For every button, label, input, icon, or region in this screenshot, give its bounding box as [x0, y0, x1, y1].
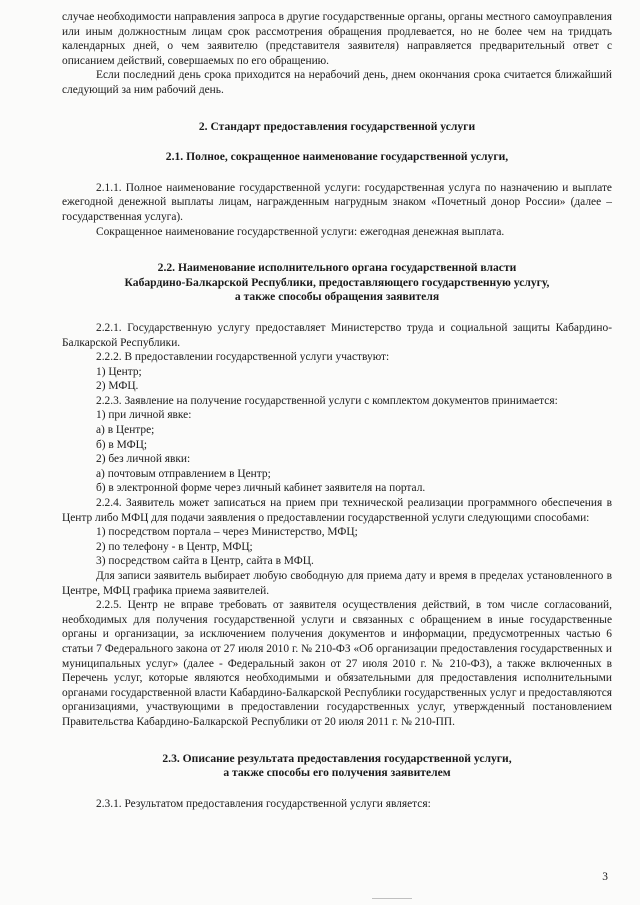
- section-2-3-heading-line2: а также способы его получения заявителем: [223, 766, 451, 780]
- list-item: 1) посредством портала – через Министерство, МФЦ;: [96, 526, 358, 539]
- paragraph-2-1-1: 2.1.1. Полное наименование государственной услуги: государственная услуга по назначению и выплате ежегодной денежной выплаты лицам, награжденным нагрудным знаком «Почетный донор России» (далее – государственная услуга).: [62, 181, 612, 223]
- section-2-2-heading-line1: 2.2. Наименование исполнительного органа государственной власти: [157, 261, 517, 275]
- paragraph-short-name: Сокращенное наименование государственной услуги: ежегодная денежная выплата.: [96, 225, 505, 238]
- list-item: 2) по телефону - в Центр, МФЦ;: [96, 540, 253, 553]
- intro-paragraph-deadline: Если последний день срока приходится на нерабочий день, днем окончания срока считается ближайший следующий за ним рабочий день.: [62, 69, 612, 96]
- list-item: 3) посредством сайта в Центр, сайта в МФЦ.: [96, 555, 314, 568]
- page-content: [62, 10, 612, 811]
- paragraph-2-3-1: 2.3.1. Результатом предоставления государственной услуги является:: [96, 797, 431, 810]
- list-item: б) в МФЦ;: [96, 438, 148, 451]
- section-2-heading: 2. Стандарт предоставления государственной услуги: [198, 119, 476, 133]
- paragraph-2-2-3: 2.2.3. Заявление на получение государственной услуги с комплектом документов принимается:: [96, 394, 558, 407]
- paragraph-appointment-note: Для записи заявитель выбирает любую свободную для приема дату и время в пределах установленного в Центре, МФЦ графика приема заявителей.: [62, 570, 612, 597]
- paragraph-2-2-4: 2.2.4. Заявитель может записаться на прием при технической реализации программного обеспечения в Центр либо МФЦ для подачи заявления о предоставлении государственной услуги следующими способами:: [62, 497, 612, 524]
- paragraph-2-2-1: 2.2.1. Государственную услугу предоставляет Министерство труда и социальной защиты Кабардино-Балкарской Республики.: [62, 321, 612, 349]
- paragraph-2-2-2: 2.2.2. В предоставлении государственной услуги участвуют:: [96, 351, 390, 364]
- section-2-2-heading-line2: Кабардино-Балкарской Республики, предоставляющего государственную услугу,: [124, 275, 550, 289]
- list-item: б) в электронной форме через личный кабинет заявителя на портал.: [96, 482, 426, 495]
- scan-artifact: [372, 898, 412, 899]
- section-2-3-heading-line1: 2.3. Описание результата предоставления государственной услуги,: [162, 751, 512, 765]
- page-number: 3: [602, 871, 608, 883]
- list-item: а) почтовым отправлением в Центр;: [96, 467, 271, 480]
- list-item: 2) МФЦ.: [96, 380, 139, 393]
- section-2-2-heading-line3: а также способы обращения заявителя: [234, 290, 440, 304]
- list-item: а) в Центре;: [96, 424, 155, 437]
- intro-paragraph: случае необходимости направления запроса в другие государственные органы, органы местного самоуправления или иным должностным лицам срок рассмотрения обращения продлевается, но не более чем на тридцать календарных дней, о чем заявителю (представителя заявителя) направляется предварительный ответ с описанием действий, совершаемых по его обращению.: [62, 11, 612, 67]
- paragraph-2-2-5: 2.2.5. Центр не вправе требовать от заявителя осуществления действий, в том числе согласований, необходимых для получения государственной услуги и связанных с обращением в иные государственные органы и организации, за исключением получения документов и информации, предусмотренных частью 6 статьи 7 Федерального закона от 27 июля 2010 г. № 210-ФЗ «Об организации предоставления государственных и муниципальных услуг» (далее - Федеральный закон от 27 июля 2010 г. № 210-ФЗ), а также включенных в Перечень услуг, которые являются необходимыми и обязательными для предоставления исполнительными органами государственной власти Кабардино-Балкарской Республики государственных услуг и предоставляются организациями, участвующими в предоставлении государственных услуг, утвержденный постановлением Правительства Кабардино-Балкарской Республики от 20 июля 2011 г. № 210-ПП.: [62, 599, 612, 728]
- list-item: 1) при личной явке:: [96, 409, 192, 422]
- section-2-1-heading: 2.1. Полное, сокращенное наименование государственной услуги,: [165, 150, 509, 164]
- list-item: 2) без личной явки:: [96, 453, 191, 466]
- list-item: 1) Центр;: [96, 365, 142, 378]
